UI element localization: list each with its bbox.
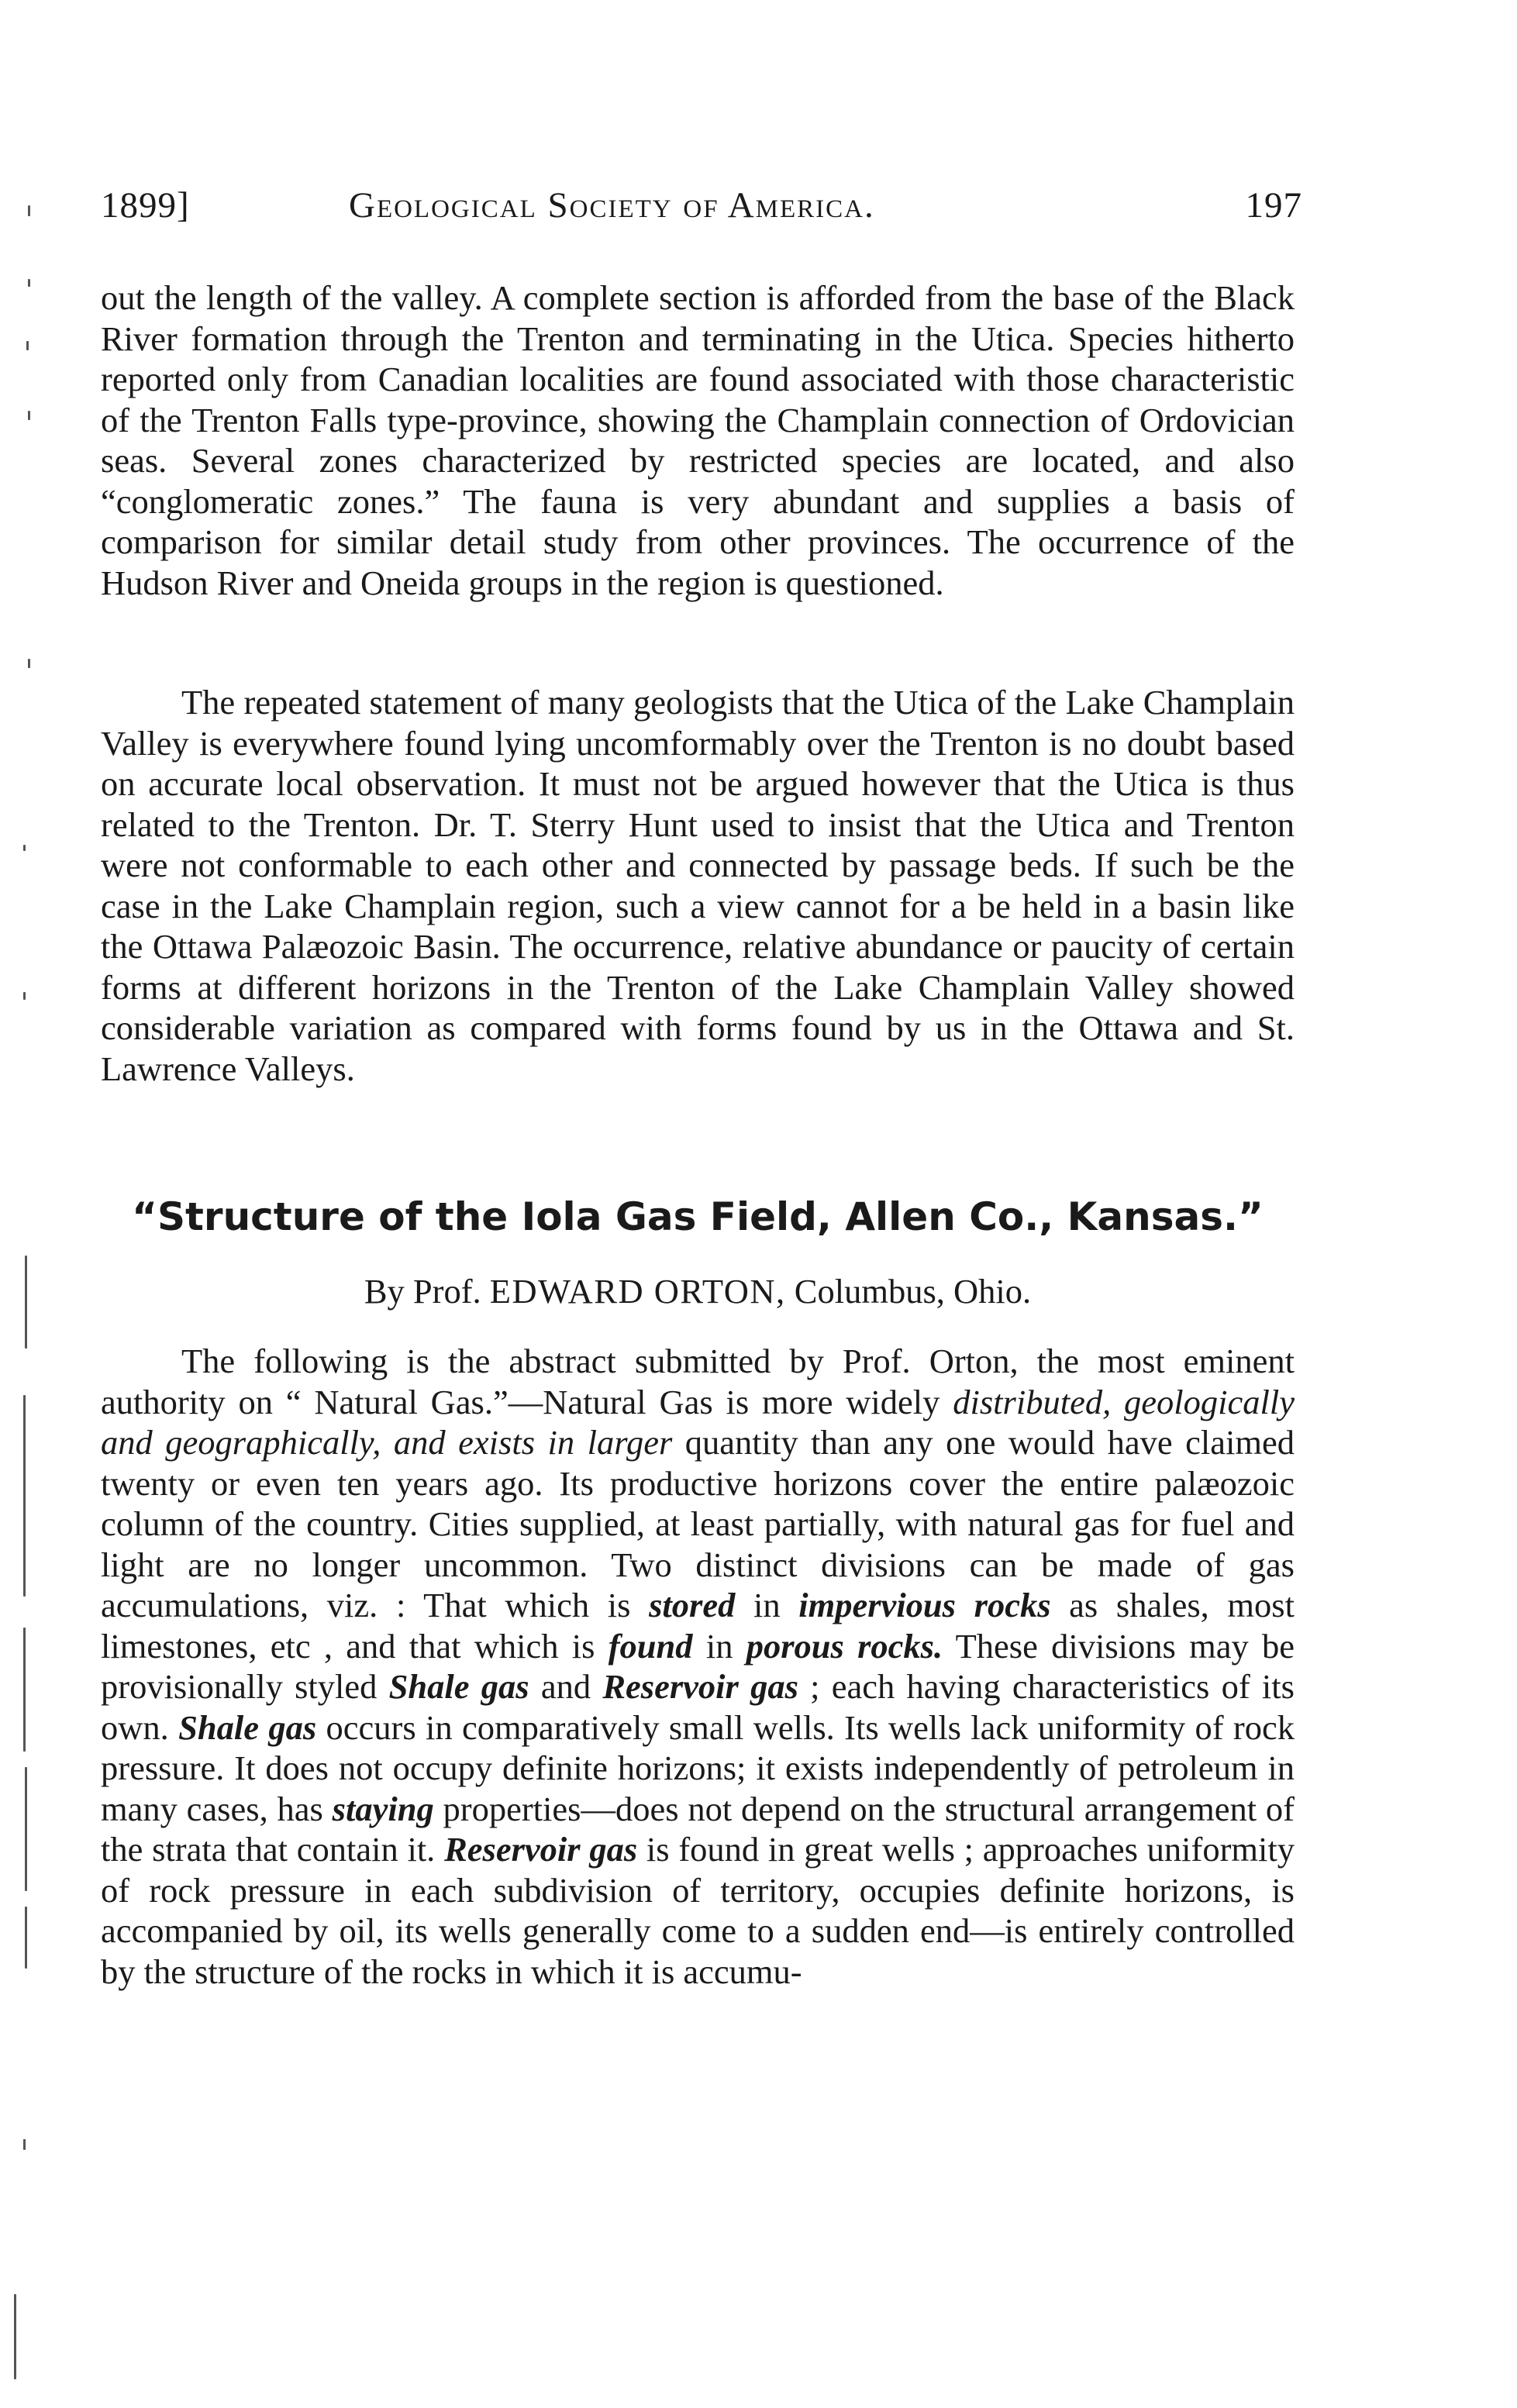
paragraph-utica-trenton: The repeated statement of many geologists that the Utica of the Lake Champlain Valley is everywhere found lying uncomformably over the Trenton is no doubt based on accurate local observation. It must not be argued however that the Utica is thus related to the Trenton. Dr. T. Sterry Hunt used to insist that the Utica and Trenton were not conformable to each other and connected by passage beds. If such be the case in the Lake Champlain region, such a view cannot for a be held in a basin like the Ottawa Palæozoic Basin. The occurrence, relative abundance or paucity of certain forms at different horizons in the Trenton of the Lake Champlain Valley showed considerable variation as compared with forms found by us in the Ottawa and St. Lawrence Valleys. [101, 683, 1295, 1088]
body-text-second [101, 682, 1295, 1089]
term-found: found [608, 1626, 693, 1666]
term-shale-gas: Shale gas [388, 1667, 529, 1706]
abstract-run: in [735, 1586, 799, 1624]
abstract-run: These divisions may be provisionally styled [101, 1626, 1295, 1706]
paragraph-continued: out the length of the valley. A complete section is afforded from the base of the Black River formation through the Trenton and terminating in the Utica. Species hitherto reported only from Canadian localities are found associated with those characteristic of the Trenton Falls type-province, showing the Champlain connection of Ordovician seas. Several zones characterized by restricted species are located, and also “conglomeratic zones.” The fauna is very abundant and supplies a basis of comparison for similar detail study from other provinces. The occurrence of the Hudson River and Oneida groups in the region is questioned. [101, 278, 1295, 602]
term-shale-gas: Shale gas [178, 1707, 317, 1747]
abstract-run: is found in great wells ; approaches uniformity of rock pressure in each subdivision of territory, occupies definite horizons, is accompanied by oil, its wells generally come to a sudden end—is entirely controlled by the structure of the rocks in which it is accumu- [101, 1830, 1295, 1991]
term-reservoir-gas: Reservoir gas [602, 1667, 798, 1706]
term-stored: stored [649, 1586, 736, 1624]
body-text-top [101, 277, 1295, 603]
abstract-text [101, 1341, 1295, 1992]
article-byline [101, 1271, 1295, 1311]
abstract-run: and [529, 1667, 603, 1706]
abstract-paragraph [101, 1341, 1295, 1992]
abstract-run: The following is the abstract submitted by Prof. Orton, the most eminent authority on “ Natural Gas.”—Natural Gas is more widely [101, 1342, 1295, 1421]
header-journal-title: Geological Society of America. [349, 185, 875, 226]
abstract-run: properties—does not depend on the structural arrangement of the strata that contain it. [101, 1789, 1295, 1869]
header-year: 1899] [101, 185, 190, 226]
abstract-run: as shales, most limestones, etc , and that which is [101, 1586, 1295, 1666]
term-reservoir-gas: Reservoir gas [444, 1830, 638, 1869]
term-staying: staying [332, 1789, 434, 1828]
term-impervious-rocks: impervious rocks [798, 1586, 1051, 1624]
running-header [101, 184, 1302, 239]
abstract-italic-run: distributed, geologically and geographically, and exists in larger [101, 1382, 1295, 1462]
scan-margin-marks [0, 0, 47, 2408]
abstract-run: occurs in comparatively small wells. Its wells lack uniformity of rock pressure. It does not occupy definite horizons; it exists independently of petroleum in many cases, has [101, 1707, 1295, 1828]
page-number: 197 [1245, 185, 1302, 226]
abstract-run: in [692, 1626, 746, 1666]
author-name: EDWARD ORTON, [489, 1272, 786, 1311]
article-title: “Structure of the Iola Gas Field, Allen Co., Kansas.” [132, 1194, 1264, 1239]
byline-prefix: By Prof. [364, 1272, 481, 1311]
abstract-run: quantity than any one would have claimed twenty or even ten years ago. Its productive horizons cover the entire palæozoic column of the country. Cities supplied, at least partially, with natural gas for fuel and light are no longer uncommon. Two distinct divisions can be made of gas accumulations, viz. : That which is [101, 1423, 1295, 1624]
term-porous-rocks: porous rocks. [746, 1626, 943, 1666]
abstract-run: ; each having characteristics of its own. [101, 1667, 1295, 1747]
author-location: Columbus, Ohio. [794, 1272, 1032, 1311]
